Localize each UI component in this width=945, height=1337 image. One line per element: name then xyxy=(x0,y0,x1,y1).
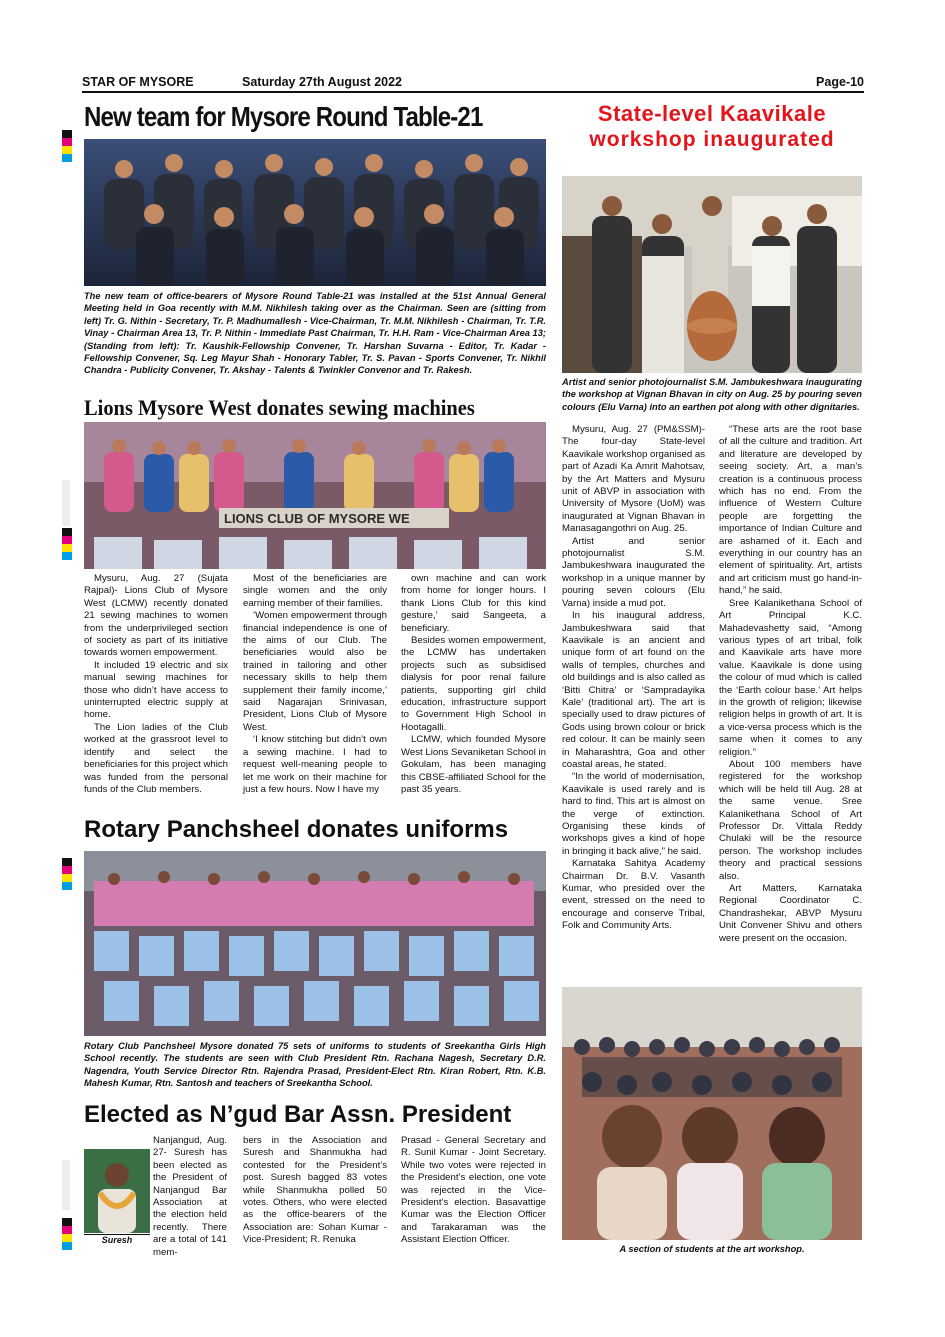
lions-column-3 xyxy=(401,573,546,796)
lions-para: It included 19 electric and six manual sewing machines for those who didn’t have access to uninterrupted electric supply at home. xyxy=(84,659,228,721)
page-header xyxy=(82,73,864,91)
registration-marks-bottom xyxy=(62,1218,72,1250)
lions-para: The Lion ladies of the Club worked at the grassroot level to identify and select the beneficiaries for this project which was funded from the personal funds of the Club members. xyxy=(84,721,228,795)
kaavikale-column-2 xyxy=(719,424,862,945)
lions-para: ‘I know stitching but didn’t own a sewing machine. I had to request well-meaning people to let me work on their machine for just a few hours. Now I have my xyxy=(243,734,387,795)
registration-marks-low xyxy=(62,858,72,890)
suresh-photo xyxy=(84,1149,150,1233)
bar-column-1: Nanjangud, Aug. 27- Suresh has been elected as the President of Nanjangud Bar Association at the election held recently. There are a total of 141 mem- xyxy=(153,1135,227,1258)
margin-grey-bar xyxy=(62,1160,70,1210)
round-table-headline: New team for Mysore Round Table-21 xyxy=(84,101,483,132)
rotary-photo xyxy=(84,851,546,1036)
lions-para: LCMW, which founded Mysore West Lions Sevaniketan School in Gokulam, has been managing this CBSE-affiliated School for the past 35 years. xyxy=(401,734,546,795)
kaavikale-para: About 100 members have registered for the workshop which will be held till Aug. 28 at the same venue. Sree Kalanikethana School of Art Professor Dr. Vittala Reddy Chulaki will be the resource person. The workshop includes theory and practical sessions also. xyxy=(719,758,862,882)
header-rule xyxy=(82,91,864,93)
suresh-photo-label: Suresh xyxy=(84,1234,150,1245)
lions-headline: Lions Mysore West donates sewing machines xyxy=(84,395,475,420)
round-table-photo xyxy=(84,139,546,286)
kaavikale-para: “These arts are the root base of all the culture and tradition. Art and literature are developed by seeing society. Art, a man’s creation is a continuous process which has no end. From the influence of Western Culture people are forgetting the importance of Indian Culture and are ashamed of it. Each and everything in our country has an element of spirituality. Art, artists and art criticism must go hand-in-hand,” he said. xyxy=(719,424,862,597)
kaavikale-headline xyxy=(560,100,864,152)
kaavikale-para: Mysuru, Aug. 27 (PM&SSM)- The four-day State-level Kaavikale workshop organised as part of Azadi Ka Amrit Mahotsav, by the Art Matters and Mysuru unit of ABVP in association with University of Mysore (UoM) was inaugurated at Vignan Bhavan in Manasagangothri on Aug. 25. xyxy=(562,424,705,535)
registration-marks-top xyxy=(62,130,72,162)
students-caption: A section of students at the art workshop. xyxy=(619,1244,805,1254)
lions-column-1 xyxy=(84,573,228,796)
kaavikale-para: Sree Kalanikethana School of Art Principal K.C. Mahadevashetty said, “Among various types of art tribal, folk and Kaavikale arts have more value. Kaavikale is done using the colour of mud which is called the ‘Earth colour base.’ Art helps in the growth of religion; likewise religion helps in growth of art. It is a vice-versa process which is the same when it comes to any religion.” xyxy=(719,597,862,758)
lions-banner-text: LIONS CLUB OF MYSORE WE xyxy=(224,511,410,526)
lions-para: Besides women empowerment, the LCMW has undertaken projects such as subsidised dialysis for poor renal failure patients, supporting girl child education, infrastructure support to Government High School in Hootagalli. xyxy=(401,635,546,733)
bar-column-3: Prasad - General Secretary and R. Sunil Kumar - Joint Secretary. While two votes were rejected in the President’s election, one vote was rejected in the Vice-President’s election. Basavattige Kumar was the Election Officer and Tarakaraman was the Assistant Election Officer. xyxy=(401,1135,546,1246)
kaavikale-para: Artist and senior photojournalist S.M. Jambukeshwara inaugurated the workshop in a unique manner by pouring seven colours (Elu Varna) inside a mud pot. xyxy=(562,535,705,609)
kaavikale-para: Karnataka Sahitya Academy Chairman Dr. B.V. Vasanth Kumar, who presided over the event, stressed on the need to encourage and conserve Tribal, Folk and Community Arts. xyxy=(562,858,705,932)
kaavikale-para: In his inaugural address, Jambukeshwara said that Kaavikale is an ancient and unique form of art found on the walls of temples, churches and old buildings and is also called as ‘Bitti Chitra’ or ‘Sampradayika Kale’ (traditional art). The art is specially used to draw pictures of Gods using brown colour or brick red colour. It can be mainly seen in Maharashtra, Goa and other coastal areas, he stated. xyxy=(562,610,705,770)
kaavikale-para: “In the world of modernisation, Kaavikale is used rarely and is hard to find. This art is almost on the verge of extinction. Organising these kinds of workshops gives a kind of hope in bringing it back alive,” he said. xyxy=(562,771,705,857)
paper-name: STAR OF MYSORE xyxy=(82,75,194,89)
lions-para: ‘Women empowerment through financial independence is one of the aims of our Club. The beneficiaries would also be trained in tailoring and other necessary skills to help them supplement their family income,’ said Nagarajan Srinivasan, President, Lions Club of Mysore West. xyxy=(243,610,387,733)
rotary-headline: Rotary Panchsheel donates uniforms xyxy=(84,816,509,843)
bar-headline: Elected as N’gud Bar Assn. President xyxy=(84,1101,512,1128)
lions-column-2 xyxy=(243,573,387,796)
lions-para: Most of the beneficiaries are single women and the only earning member of their families. xyxy=(243,573,387,609)
kaavikale-headline-line2: workshop inaugurated xyxy=(589,128,835,151)
kaavikale-caption: Artist and senior photojournalist S.M. Jambukeshwara inaugurating the workshop at Vignan Bhavan in city on Aug. 25 by pouring seven colours (Elu Varna) into an earthen pot along with other dignitaries. xyxy=(562,377,862,412)
kaavikale-column-1 xyxy=(562,424,705,933)
margin-grey-bar xyxy=(62,480,70,526)
bar-column-2: bers in the Association and Suresh and Shanmukha had contested for the President’s post. Suresh bagged 83 votes while Shanmukha polled 50 votes. Others, who were elected as the office-bearers of the Association are: Sohan Kumar - Vice-President; R. Renuka xyxy=(243,1135,387,1246)
lions-para: Mysuru, Aug. 27 (Sujata Rajpal)- Lions Club of Mysore West (LCMW) recently donated 21 sewing machines to women from the underprivileged section of society as part of its initiative towards women empowerment. xyxy=(84,573,228,659)
students-workshop-photo xyxy=(562,987,862,1240)
rotary-caption: Rotary Club Panchsheel Mysore donated 75 sets of uniforms to students of Sreekantha Girls High School recently. The students are seen with Club President Rtn. Rachana Nagesh, Secretary D.R. Nagendra, Youth Service Director Rtn. Rajendra Prasad, President-Elect Rtn. Kiran Robert, Rtn. K.B. Mahesh Kumar, Rtn. Santosh and teachers of Sreekantha School. xyxy=(84,1041,546,1089)
issue-date: Saturday 27th August 2022 xyxy=(242,75,403,89)
kaavikale-inauguration-photo xyxy=(562,176,862,373)
lions-para: own machine and can work from home for longer hours. I thank Lions Club for this kind gesture,’ said Sangeeta, a beneficiary. xyxy=(401,573,546,634)
round-table-caption: The new team of office-bearers of Mysore Round Table-21 was installed at the 51st Annual General Meeting held in Goa recently with M.M. Nikhilesh taking over as the Chairman. Seen are (sitting from left) Tr. G. Nithin - Secretary, Tr. P. Madhumallesh - Vice-Chairman, Tr. M.M. Nikhilesh - Chairman, Tr. T.R. Vinay - Chairman Area 13, Tr. P. Nithin - Immediate Past Chairman, Tr. H.H. Ram - Vice-Chairman Area 13; (Standing from left): Tr. Kaushik-Fellowship Convener, Tr. Harshan Suvarna - Editor, Tr. Kadar - Fellowship Convener, Sq. Leg Mayur Shah - Honorary Tabler, Tr. S. Pavan - Sports Convener, Tr. Nikhil Chandra - Publicity Convener, Tr. Akshay - Talents & Twinkler Convenor and Tr. Rakesh. xyxy=(84,291,546,376)
kaavikale-headline-line1: State-level Kaavikale xyxy=(597,101,827,126)
lions-photo xyxy=(84,422,546,569)
registration-marks-mid xyxy=(62,528,72,560)
kaavikale-para: Art Matters, Karnataka Regional Coordinator C. Chandrashekar, ABVP Mysuru Unit Convener Shivu and others were present on the occasion. xyxy=(719,883,862,944)
page-number: Page-10 xyxy=(816,75,864,89)
